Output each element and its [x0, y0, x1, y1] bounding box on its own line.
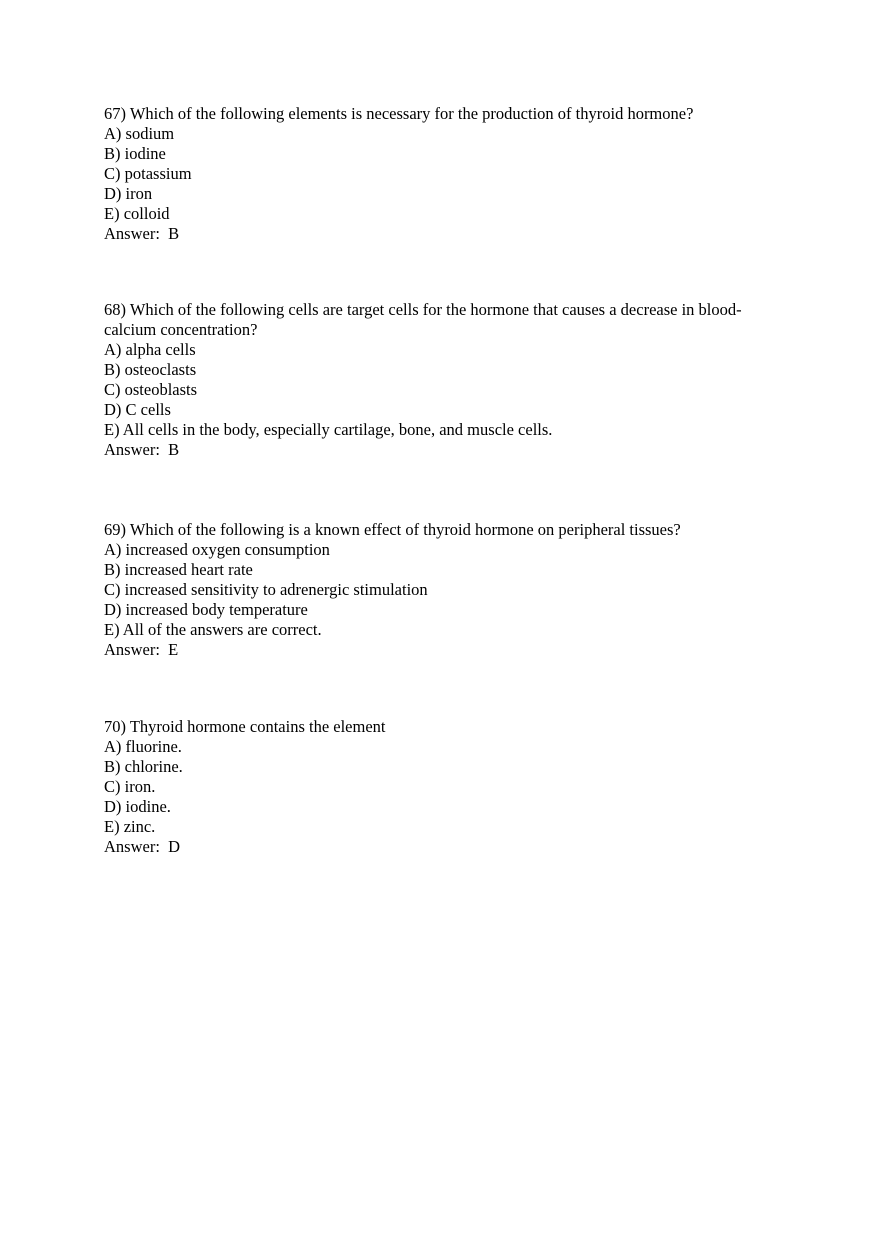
- question-69: [104, 520, 784, 660]
- option-c: C) increased sensitivity to adrenergic stimulation: [104, 580, 428, 599]
- question-stem: 68) Which of the following cells are target cells for the hormone that causes a decrease in blood-calcium concentration?: [104, 300, 742, 339]
- option-a: A) fluorine.: [104, 737, 182, 756]
- question-stem: 70) Thyroid hormone contains the element: [104, 717, 386, 736]
- answer-key: Answer: B: [104, 224, 180, 243]
- option-d: D) iodine.: [104, 797, 171, 816]
- option-c: C) potassium: [104, 164, 192, 183]
- question-stem: 69) Which of the following is a known effect of thyroid hormone on peripheral tissues?: [104, 520, 681, 539]
- option-b: B) osteoclasts: [104, 360, 197, 379]
- option-c: C) osteoblasts: [104, 380, 198, 399]
- question-67: [104, 104, 784, 244]
- option-b: B) chlorine.: [104, 757, 183, 776]
- question-stem: 67) Which of the following elements is necessary for the production of thyroid hormone?: [104, 104, 694, 123]
- answer-key: Answer: E: [104, 640, 179, 659]
- option-a: A) alpha cells: [104, 340, 196, 359]
- option-b: B) iodine: [104, 144, 166, 163]
- option-d: D) C cells: [104, 400, 171, 419]
- option-a: A) increased oxygen consumption: [104, 540, 330, 559]
- option-d: D) increased body temperature: [104, 600, 308, 619]
- option-e: E) All of the answers are correct.: [104, 620, 322, 639]
- option-e: E) All cells in the body, especially cartilage, bone, and muscle cells.: [104, 420, 553, 439]
- question-70: [104, 717, 784, 857]
- option-c: C) iron.: [104, 777, 156, 796]
- answer-key: Answer: B: [104, 440, 180, 459]
- option-d: D) iron: [104, 184, 153, 203]
- option-e: E) colloid: [104, 204, 170, 223]
- option-b: B) increased heart rate: [104, 560, 253, 579]
- option-e: E) zinc.: [104, 817, 156, 836]
- option-a: A) sodium: [104, 124, 175, 143]
- answer-key: Answer: D: [104, 837, 181, 856]
- question-68: [104, 300, 784, 460]
